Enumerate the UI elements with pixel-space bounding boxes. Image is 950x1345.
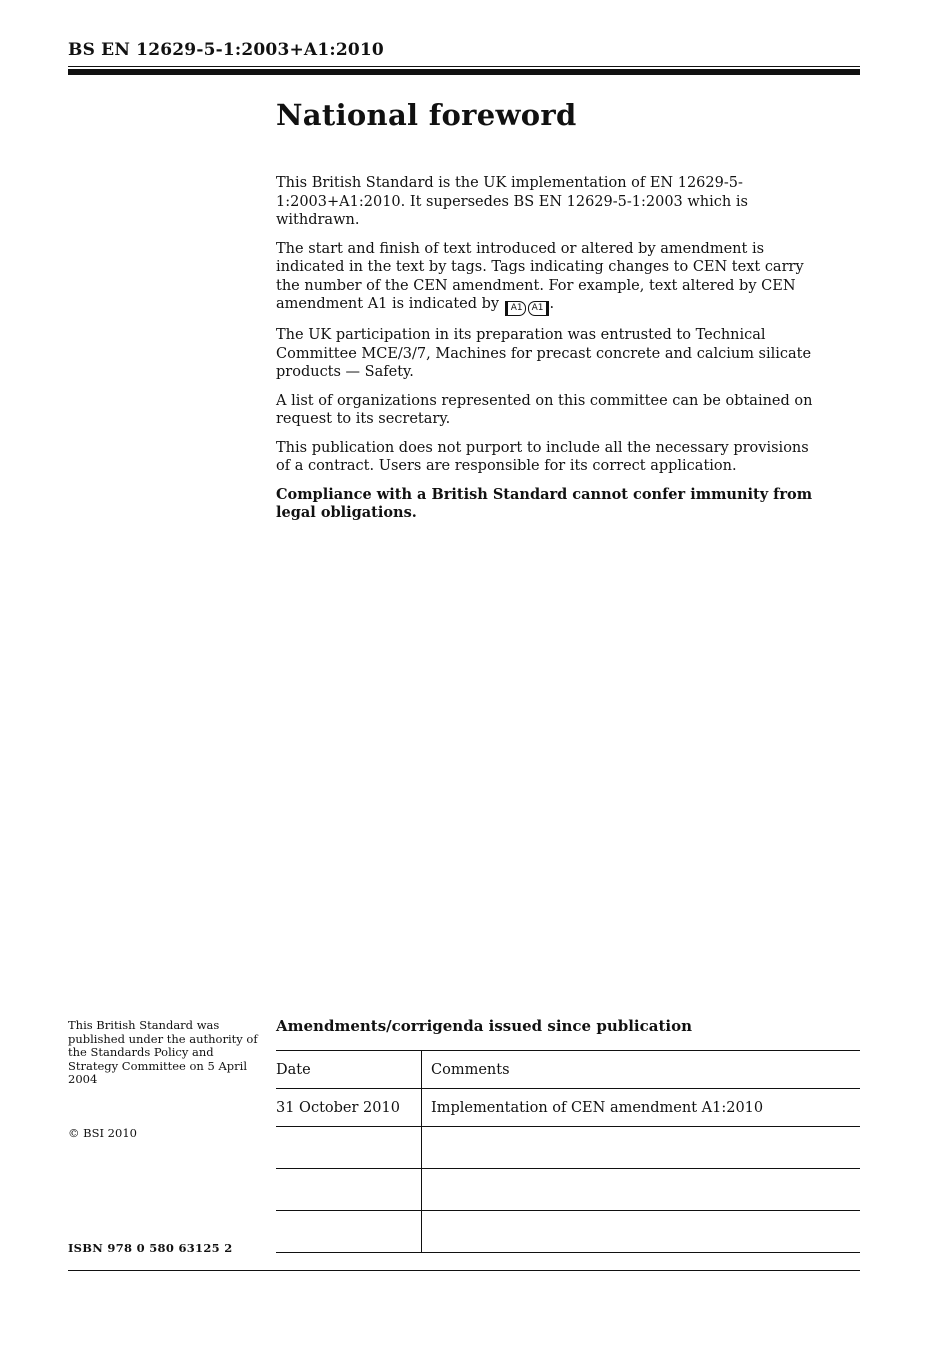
paragraph-organizations: A list of organizations represented on this committee can be obtained on request to its secretary.: [276, 392, 813, 427]
table-cell-comments: [422, 1211, 861, 1253]
foreword-content: [276, 98, 821, 533]
comments-column-header: Comments: [422, 1051, 861, 1089]
table-cell-comments: Implementation of CEN amendment A1:2010: [422, 1089, 861, 1127]
paragraph-amendment-tags-end: .: [549, 296, 555, 312]
table-cell-date: [276, 1169, 422, 1211]
table-cell-date: [276, 1127, 422, 1169]
table-cell-comments: [422, 1169, 861, 1211]
paragraph-contract: This publication does not purport to include all the necessary provisions of a contract. Users are responsible for its correct application.: [276, 439, 809, 474]
publication-note: This British Standard was published under the authority of the Standards Policy and Strategy Committee on 5 April 2004: [68, 1018, 258, 1087]
isbn-number: ISBN 978 0 580 63125 2: [68, 1241, 233, 1255]
paragraph-implementation: This British Standard is the UK implementation of EN 12629-5-1:2003+A1:2010. It supersedes BS EN 12629-5-1:2003 which is withdrawn.: [276, 175, 748, 228]
copyright-notice: © BSI 2010: [68, 1126, 137, 1140]
table-cell-date: 31 October 2010: [276, 1089, 422, 1127]
amendments-title: Amendments/corrigenda issued since publication: [276, 1017, 692, 1035]
amendments-table: [276, 1050, 860, 1253]
paragraph-amendment-tags-text: The start and finish of text introduced or altered by amendment is indicated in the text by tags. Tags indicating changes to CEN text carry the number of the CEN amendment. For example, text altered by CEN amendment A1 is indicated by: [276, 240, 804, 312]
table-cell-date: [276, 1211, 422, 1253]
table-row: [276, 1089, 860, 1127]
amendment-open-tag: A1: [505, 301, 526, 316]
paragraph-committee: The UK participation in its preparation was entrusted to Technical Committee MCE/3/7, Machines for precast concrete and calcium silicate products — Safety.: [276, 327, 812, 380]
table-row: [276, 1169, 860, 1211]
header-rule-thin: [68, 66, 860, 67]
paragraph-amendment-tags: [276, 240, 821, 317]
table-row: [276, 1211, 860, 1253]
page-title: National foreword: [276, 98, 577, 132]
header-rule-thick: [68, 69, 860, 75]
date-column-header: Date: [276, 1051, 422, 1089]
paragraph-compliance: Compliance with a British Standard cannot confer immunity from legal obligations.: [276, 485, 813, 521]
table-row: [276, 1127, 860, 1169]
table-header-row: [276, 1051, 860, 1089]
standard-code-header: BS EN 12629-5-1:2003+A1:2010: [68, 40, 384, 60]
table-cell-comments: [422, 1127, 861, 1169]
amendment-close-tag: A1: [528, 301, 549, 316]
footer-rule: [68, 1270, 860, 1271]
